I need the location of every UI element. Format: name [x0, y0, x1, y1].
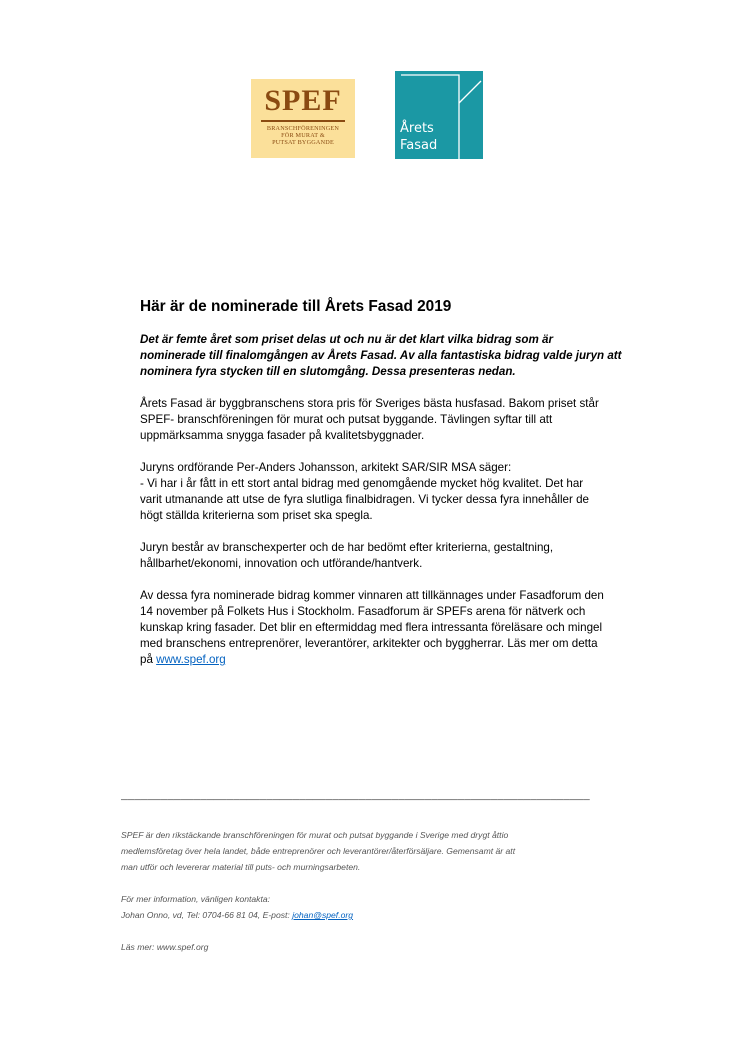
- footer-contact-text: Johan Onno, vd, Tel: 0704-66 81 04, E-post:: [121, 910, 293, 920]
- footer: [121, 827, 641, 955]
- spef-logo-tagline: [251, 125, 355, 146]
- arets-fasad-logo: [395, 71, 483, 159]
- paragraph-line: kunskap kring fasader. Det blir en eftermiddag med flera intressanta föreläsare och mingel: [140, 621, 603, 634]
- spef-logo-word: SPEF: [264, 84, 342, 117]
- paragraph-line: - Vi har i år fått in ett stort antal bidrag med genomgående mycket hög kvalitet. Det har: [140, 477, 584, 490]
- arets-fasad-line1: Årets: [400, 121, 434, 136]
- lead-line: Det är femte året som priset delas ut och nu är det klart vilka bidrag som är: [140, 333, 553, 346]
- footer-about-line: medlemsföretag över hela landet, både entreprenörer och leverantörer/återförsäljare. Gemensamt är att: [121, 846, 516, 856]
- paragraph-line: Av dessa fyra nominerade bidrag kommer vinnaren att tillkännages under Fasadforum den: [140, 589, 604, 602]
- spef-logo: [251, 79, 355, 158]
- spef-website-link[interactable]: www.spef.org: [156, 653, 226, 666]
- arets-fasad-logo-text: [400, 120, 437, 154]
- footer-contact-line: [121, 907, 641, 923]
- paragraph-line-last: [140, 652, 640, 668]
- paragraph-line: högt ställda kriterierna som priset ska spegla.: [140, 509, 373, 522]
- page-title: Här är de nominerade till Årets Fasad 2019: [140, 298, 452, 315]
- paragraph-line: Juryns ordförande Per-Anders Johansson, arkitekt SAR/SIR MSA säger:: [140, 461, 512, 474]
- footer-contact-intro: För mer information, vänligen kontakta:: [121, 894, 271, 904]
- footer-divider: _______________________________________________________________________: [121, 791, 590, 803]
- paragraph-line: 14 november på Folkets Hus i Stockholm. Fasadforum är SPEFs arena för nätverk och: [140, 605, 586, 618]
- paragraph-fasadforum: [140, 588, 640, 668]
- paragraph-jury-quote: [140, 460, 640, 524]
- spef-tagline-line: BRANSCHFÖRENINGEN: [266, 125, 340, 132]
- footer-about-line: man utför och levererar material till puts- och murningsarbeten.: [121, 862, 361, 872]
- footer-spacer: [121, 875, 641, 891]
- footer-read-more: Läs mer: www.spef.org: [121, 942, 209, 952]
- footer-about-line: SPEF är den rikstäckande branschföreningen för murat och putsat byggande i Sverige med drygt åttio: [121, 830, 509, 840]
- spef-logo-divider: [261, 120, 345, 122]
- paragraph-intro: [140, 396, 640, 444]
- paragraph-line: Årets Fasad är byggbranschens stora pris för Sveriges bästa husfasad. Bakom priset står: [140, 397, 599, 410]
- paragraph-jury-criteria: [140, 540, 640, 572]
- footer-spacer: [121, 923, 641, 939]
- spef-tagline-line: PUTSAT BYGGANDE: [272, 139, 334, 146]
- link-prefix: på: [140, 653, 157, 666]
- paragraph-line: SPEF- branschföreningen för murat och putsat byggande. Tävlingen syftar till att: [140, 413, 553, 426]
- arets-fasad-line2: Fasad: [400, 138, 438, 153]
- paragraph-line: med branschens entreprenörer, leverantörer, arkitekter och byggherrar. Läs mer om detta: [140, 637, 598, 650]
- paragraph-line: Juryn består av branschexperter och de har bedömt efter kriterierna, gestaltning,: [140, 541, 554, 554]
- lead-paragraph: [140, 332, 640, 380]
- spef-tagline-line: FÖR MURAT &: [281, 132, 325, 139]
- paragraph-line: varit utmanande att utse de fyra slutliga finalbidragen. Vi tycker dessa fyra innehåller de: [140, 493, 589, 506]
- contact-email-link[interactable]: johan@spef.org: [292, 910, 354, 920]
- lead-line: nominera fyra stycken till en slutomgång. Dessa presenteras nedan.: [140, 365, 516, 378]
- paragraph-line: hållbarhet/ekonomi, innovation och utförande/hantverk.: [140, 557, 423, 570]
- paragraph-line: uppmärksamma snygga fasader på kvalitetsbyggnader.: [140, 429, 425, 442]
- article-body: [140, 297, 640, 684]
- lead-line: nominerade till finalomgången av Årets Fasad. Av alla fantastiska bidrag valde juryn att: [140, 349, 622, 362]
